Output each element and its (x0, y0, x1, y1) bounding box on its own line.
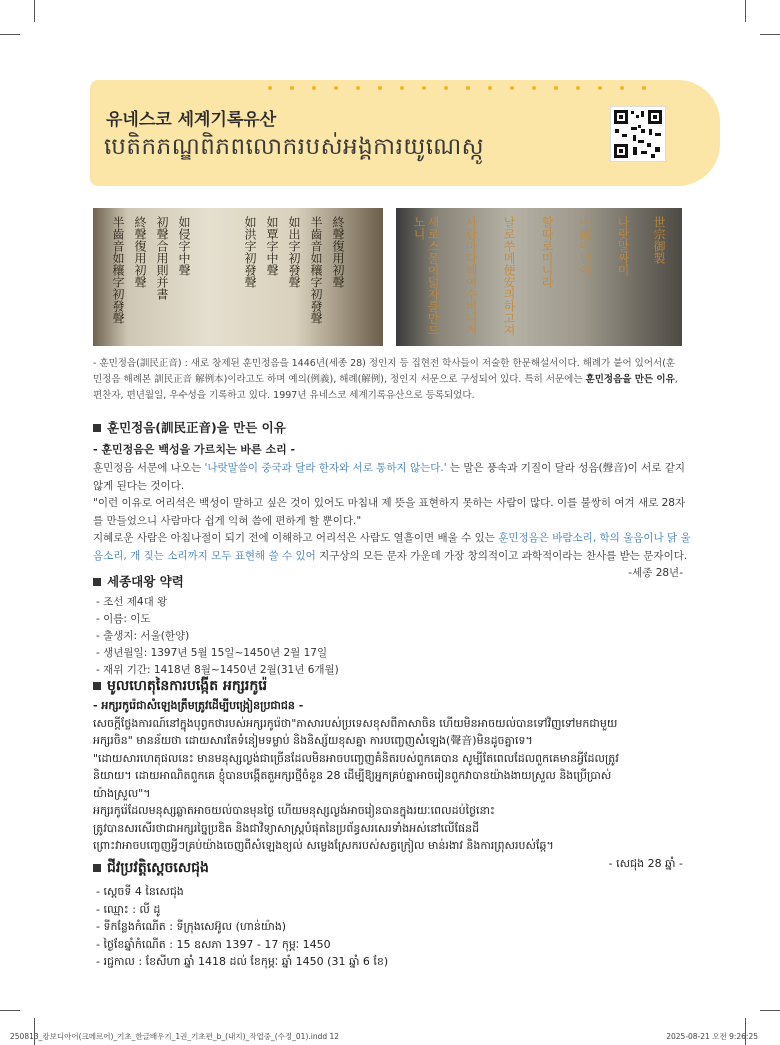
hanja-column: 如洪字初發聲 (243, 216, 257, 288)
list-item: - ឈ្មោះ : លី ដូ (96, 902, 161, 916)
list-item: - 생년월일: 1397년 5월 15일~1450년 2월 17일 (96, 647, 328, 659)
section-title: ជីវប្រវត្តិស្តេចសេជុង (93, 858, 693, 879)
list-item: - ថ្ងៃខែឆ្នាំកំណើត : 15 ឧសភា 1397 - 17 កុម្ភៈ 1450 (96, 937, 331, 951)
bio-section (93, 572, 693, 679)
hangul-column: 새로스물여덟자를만드노니 (412, 216, 440, 336)
list-item: - ទីកន្លែងកំណើត : ទីក្រុងសេអ៊ូល (ហាន់យ៉ាង) (96, 920, 287, 933)
section-title: មូលហេតុនៃការបង្កើត អក្សរកូរ៉េ (93, 676, 693, 697)
hanja-column: 如侵字中聲 (177, 216, 191, 276)
paragraph-line: ត្រូវបានសរសើរថាជាអក្សរច្នៃប្រឌិត និងជាវិទ្យាសាស្ត្របំផុតនៃប្រព័ន្ធសរសេរទាំងអស់នៅលើផែនដី (93, 821, 480, 835)
list-item: - 조선 제4대 왕 (96, 596, 168, 608)
list-item: - ស្តេចទី 4 នៃសេជុង (96, 885, 184, 898)
hanja-column: 如覃字中聲 (265, 216, 279, 276)
list-item: - រជ្ជកាល : ខែសីហា ឆ្នាំ 1418 ដល់ ខែកុម្ភៈ ឆ្នាំ 1450 (31 ឆ្នាំ 6 ខែ) (96, 955, 389, 968)
section-subtitle: - អក្សរកូរ៉េជាសំឡេងត្រឹមត្រូវដើម្បីបង្រៀនប្រជាជន - (93, 699, 304, 712)
hangul-column: 날로쑤메便安킈하고져 (502, 216, 516, 336)
hanja-column: 半齒音如穰字初發聲 (309, 216, 323, 324)
hangul-column: 사람마다해여수비니겨 (464, 216, 478, 336)
hanja-column: 如出字初發聲 (287, 216, 301, 288)
paragraph-line: "ដោយសារហេតុផលនេះ មានមនុស្សល្ងង់ជាច្រើនដែលមិនអាចបញ្ចេញគំនិតរបស់ពួកគេបាន សូម្បីតែពេលដែលពួកគេមានអ្វីដែលត្រូវ (93, 751, 619, 765)
paragraph-line: អក្សរកូរ៉េដែលមនុស្សឆ្លាតអាចយល់បានមុនថ្ងៃ ហើយមនុស្សល្ងង់អាចរៀនបានក្នុងរយៈពេលដប់ថ្ងៃនោះ (93, 804, 495, 817)
header-title-khmer: បេតិកភណ្ឌពិភពលោករបស់អង្គការយូណេស្កូ (104, 134, 485, 160)
hangul-column: 할따로미니라 (540, 216, 554, 288)
paragraph: 훈민정음 서문에 나오는 '나랏말씀이 중국과 달라 한자와 서로 통하지 않는다.' 는 말은 풍속과 기질이 달라 성음(聲音)이 서로 같지 않게 된다는 것이다. (93, 462, 686, 492)
hanja-column: 初聲合用則并書 (155, 216, 169, 300)
section-title: 세종대왕 약력 (93, 572, 693, 590)
engraved-hangul-photo (396, 208, 682, 346)
paragraph-line: អក្សរចិន" មានន័យថា ដោយសារតែទំនៀមទម្លាប់ និងនិស្ស័យខុសគ្នា ការបញ្ចេញសំឡេង(聲音)មិនដូចគ្នាទេ។ (93, 734, 533, 747)
paragraph-line: យ៉ាងស្រួល"។ (93, 786, 151, 800)
paragraph-line: ព្រោះវាអាចបញ្ចេញអ្វីៗគ្រប់យ៉ាងចេញពីសំឡេងខ្យល់ សម្លេងស្រែករបស់សត្វក្រៀល មាន់រងាវ និងការព្រុសរបស់ឆ្កែ។ (93, 839, 554, 852)
crop-mark (745, 0, 746, 22)
khmer-reason-section (93, 676, 693, 872)
paragraph: 지혜로운 사람은 아침나절이 되기 전에 이해하고 어리석은 사람도 열흘이면 배울 수 있는 훈민정음은 바람소리, 학의 울음이나 닭 울음소리, 개 짖는 소리까지 모두 표현해 쓸 수 있어 지구상의 모든 문자 가운데 가장 창의적이고 과학적이라는 찬사를 받는 문자이다. (93, 532, 691, 562)
hangul-column: 中國에달아 (578, 216, 592, 276)
header-band (90, 80, 720, 186)
list-item: - 이름: 이도 (96, 613, 151, 625)
signature: - សេជុង 28 ឆ្នាំ - (608, 856, 683, 870)
paragraph-line: សេចក្តីថ្លែងការណ៍នៅក្នុងបុព្វកថារបស់អក្សរកូរ៉េថា"ភាសារបស់ប្រទេសខុសពីភាសាចិន ហើយមិនអាចយល់បានទៅវិញទៅមកជាមួយ (93, 716, 618, 730)
qr-code-icon[interactable] (610, 106, 666, 162)
signature: -세종 28년- (628, 567, 683, 579)
crop-mark (0, 1010, 20, 1011)
hanja-column: 終聲復用初聲 (331, 216, 345, 288)
hangul-column: 나랏말싸미 (616, 216, 630, 276)
hunminjeongeum-book-photo (93, 208, 383, 346)
section-subtitle: - 훈민정음은 백성을 가르치는 바른 소리 - (93, 443, 296, 456)
list-item: - 재위 기간: 1418년 8월~1450년 2월(31년 6개월) (96, 664, 339, 676)
header-title-korean: 유네스코 세계기록유산 (106, 110, 277, 130)
khmer-bio-section (93, 858, 693, 971)
hangul-column: 世宗御製 (652, 216, 666, 264)
file-info: 250813_캉보디아어(크메르어)_기초_한글배우기_1권_기초편_b_(내지)_작업중_(수정_01).indd 12 (10, 1032, 340, 1041)
list-item: - 출생지: 서울(한양) (96, 630, 190, 642)
dot-pattern (268, 86, 684, 104)
reason-section (93, 418, 693, 583)
paragraph: "이런 이유로 어리석은 백성이 말하고 싶은 것이 있어도 마침내 제 뜻을 표현하지 못하는 사람이 많다. 이를 불쌍히 여겨 새로 28자를 만들었으니 사람마다 쉽게 익혀 씀에 편하게 할 뿐이다." (93, 497, 686, 527)
print-timestamp: 2025-08-21 오전 9:26:25 (666, 1032, 758, 1041)
paragraph-line: និយាយ។ ដោយអាណិតពួកគេ ខ្ញុំបានបង្កើតតួអក្សរថ្មីចំនួន 28 ដើម្បីឱ្យអ្នកគ្រប់គ្នាអាចរៀនពួកវាបានយ៉ាងងាយស្រួល និងប្រើប្រាស់ (93, 769, 612, 782)
hanja-column: 半齒音如穰字初發聲 (111, 216, 125, 324)
crop-mark (0, 34, 20, 35)
crop-mark (760, 1010, 780, 1011)
crop-mark (760, 34, 780, 35)
crop-mark (34, 0, 35, 22)
hanja-column: 終聲復用初聲 (133, 216, 147, 288)
photo-caption: - 훈민정음(訓民正音) : 새로 창제된 훈민정음을 1446년(세종 28) 정인지 등 집현전 학사들이 저술한 한문해설서이다. 해례가 붙어 있어서(훈민정음 해례본 訓民正音 解例本)이라고도 하며 예의(例義), 해례(解例), 정인지 서문으로 구성되어 있다. 특히 서문에는 훈민정음을 만든 이유, 편찬자, 편년월일, 우수성을 기록하고 있다. 1997년 유네스코 세계기록유산으로 등록되었다. (93, 358, 678, 401)
section-title: 훈민정음(訓民正音)을 만든 이유 (93, 418, 693, 436)
